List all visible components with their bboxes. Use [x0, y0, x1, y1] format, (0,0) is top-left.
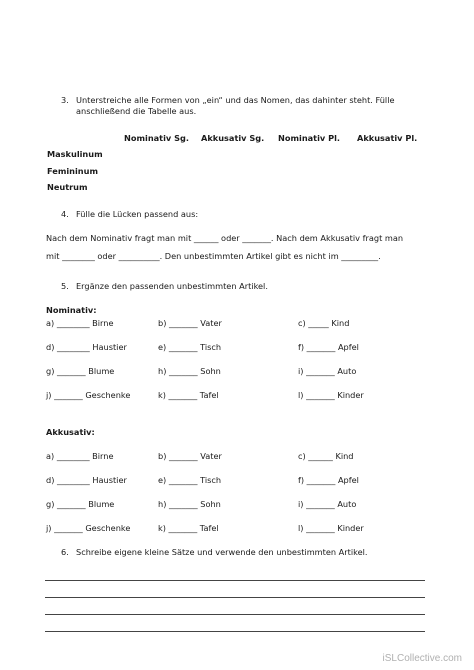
task4-gap-line1: Nach dem Nominativ fragt man mit ______ oder _______. Nach dem Akkusativ fragt man — [46, 233, 404, 243]
site-watermark: iSLCollective.com — [382, 653, 462, 664]
nominativ-item: l) _______ Kinder — [298, 390, 364, 400]
nominativ-item: j) _______ Geschenke — [46, 390, 131, 400]
table-header-nominativ-pl: Nominativ Pl. — [278, 133, 340, 143]
nominativ-item: c) _____ Kind — [298, 318, 350, 328]
task3-number: 3. — [61, 95, 69, 105]
akkusativ-item: f) _______ Apfel — [298, 475, 359, 485]
nominativ-item: a) ________ Birne — [46, 318, 114, 328]
akkusativ-item: k) _______ Tafel — [158, 523, 219, 533]
task6-title: Schreibe eigene kleine Sätze und verwende den unbestimmten Artikel. — [76, 547, 368, 557]
writing-line[interactable] — [45, 580, 425, 581]
task4-gap-line2: mit ________ oder __________. Den unbestimmten Artikel gibt es nicht im _________. — [46, 251, 381, 261]
table-header-nominativ-sg: Nominativ Sg. — [124, 133, 189, 143]
akkusativ-item: j) _______ Geschenke — [46, 523, 131, 533]
writing-line[interactable] — [45, 597, 425, 598]
akkusativ-item: g) _______ Blume — [46, 499, 115, 509]
akkusativ-item: e) _______ Tisch — [158, 475, 222, 485]
task4-number: 4. — [61, 209, 69, 219]
task3-instruction-line1: Unterstreiche alle Formen von „ein“ und das Nomen, das dahinter steht. Fülle — [76, 95, 395, 105]
table-row-femininum: Femininum — [47, 166, 98, 176]
table-row-maskulinum: Maskulinum — [47, 149, 103, 159]
nominativ-item: k) _______ Tafel — [158, 390, 219, 400]
akkusativ-item: d) ________ Haustier — [46, 475, 127, 485]
task4-title: Fülle die Lücken passend aus: — [76, 209, 199, 219]
nominativ-item: b) _______ Vater — [158, 318, 222, 328]
akkusativ-heading: Akkusativ: — [46, 427, 95, 437]
akkusativ-item: a) ________ Birne — [46, 451, 114, 461]
nominativ-item: g) _______ Blume — [46, 366, 115, 376]
nominativ-item: h) _______ Sohn — [158, 366, 221, 376]
task3-instruction-line2: anschließend die Tabelle aus. — [76, 106, 197, 116]
writing-line[interactable] — [45, 631, 425, 632]
akkusativ-item: h) _______ Sohn — [158, 499, 221, 509]
table-header-akkusativ-pl: Akkusativ Pl. — [357, 133, 418, 143]
nominativ-heading: Nominativ: — [46, 305, 97, 315]
akkusativ-item: l) _______ Kinder — [298, 523, 364, 533]
nominativ-item: f) _______ Apfel — [298, 342, 359, 352]
task6-number: 6. — [61, 547, 69, 557]
writing-line[interactable] — [45, 614, 425, 615]
task5-number: 5. — [61, 281, 69, 291]
table-row-neutrum: Neutrum — [47, 182, 88, 192]
table-header-akkusativ-sg: Akkusativ Sg. — [201, 133, 265, 143]
akkusativ-item: b) _______ Vater — [158, 451, 222, 461]
nominativ-item: i) _______ Auto — [298, 366, 357, 376]
nominativ-item: d) ________ Haustier — [46, 342, 127, 352]
task5-title: Ergänze den passenden unbestimmten Artikel. — [76, 281, 268, 291]
akkusativ-item: i) _______ Auto — [298, 499, 357, 509]
nominativ-item: e) _______ Tisch — [158, 342, 222, 352]
akkusativ-item: c) ______ Kind — [298, 451, 354, 461]
